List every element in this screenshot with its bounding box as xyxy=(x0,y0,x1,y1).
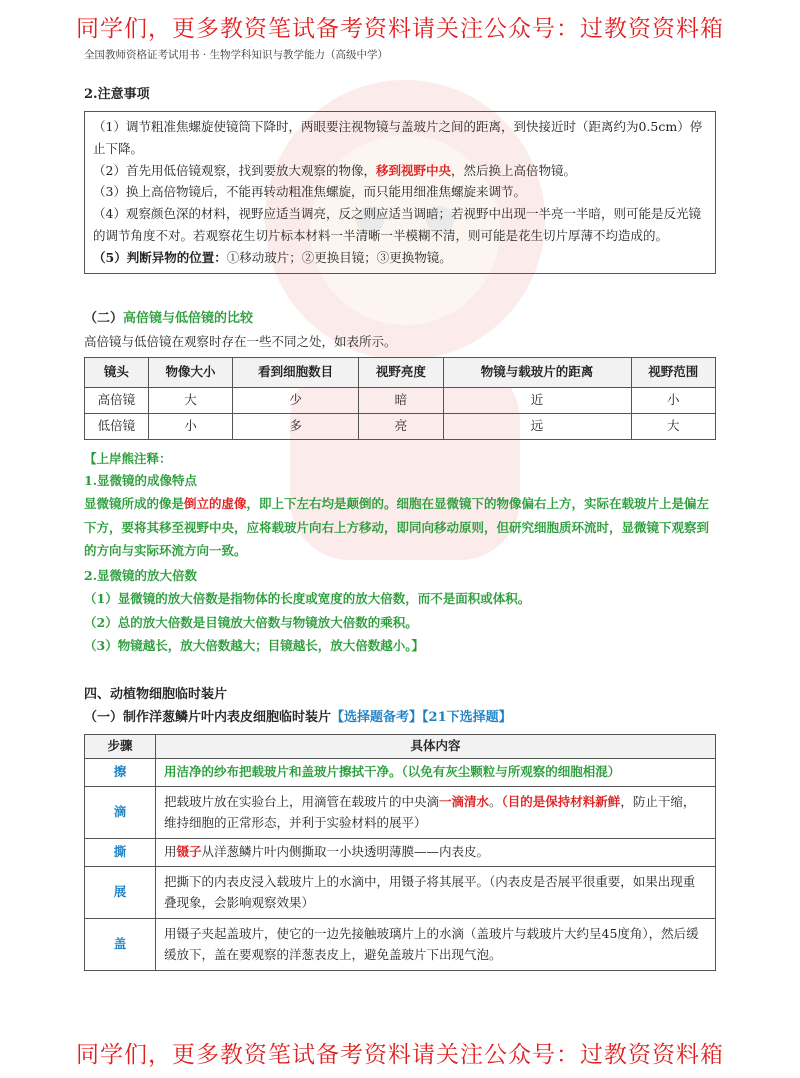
steps-header-row xyxy=(85,734,716,758)
step-content xyxy=(156,838,716,866)
top-promo-banner: 同学们，更多教资笔试备考资料请关注公众号：过教资资料箱 xyxy=(76,16,724,42)
table-row xyxy=(85,413,716,439)
compare-intro: 高倍镜与低倍镜在观察时存在一些不同之处，如表所示。 xyxy=(84,333,397,349)
compare-title-text: 高倍镜与低倍镜的比较 xyxy=(123,311,254,326)
table-cell: 近 xyxy=(443,387,631,413)
table-row xyxy=(85,838,716,866)
annotation-heading-1: 1.显微镜的成像特点 xyxy=(84,472,198,488)
compare-header: 视野范围 xyxy=(631,357,715,387)
step-text: 从洋葱鳞片叶内侧撕取一小块透明薄膜——内表皮。 xyxy=(201,844,490,860)
compare-table xyxy=(84,357,716,440)
step-highlight: 一滴清水 xyxy=(439,793,490,809)
step-highlight: 镊子 xyxy=(176,844,202,860)
compare-header: 看到细胞数目 xyxy=(233,357,359,387)
book-subheading: 全国教师资格证考试用书 · 生物学科知识与教学能力（高级中学） xyxy=(84,49,389,61)
annotation-label: 【上岸熊注释： xyxy=(84,451,172,466)
annotation-section xyxy=(84,448,716,658)
note-5-text: ①移动玻片；②更换目镜；③更换物镜。 xyxy=(226,250,452,265)
table-cell: 暗 xyxy=(359,387,443,413)
table-cell: 多 xyxy=(233,413,359,439)
step-content: 用镊子夹起盖玻片，使它的一边先接触玻璃片上的水滴（盖玻片与载玻片大约呈45度角），然后缓缓放下，盖在要观察的洋葱表皮上，避免盖玻片下出现气泡。 xyxy=(156,918,716,970)
annotation-line-2: （2）总的放大倍数是目镜放大倍数与物镜放大倍数的乘积。 xyxy=(84,614,418,630)
annotation-line-1: （1）显微镜的放大倍数是指物体的长度或宽度的放大倍数，而不是面积或体积。 xyxy=(84,590,531,606)
compare-header: 物镜与载玻片的距离 xyxy=(443,357,631,387)
compare-header: 视野亮度 xyxy=(359,357,443,387)
table-row xyxy=(85,758,716,786)
table-cell: 远 xyxy=(443,413,631,439)
step-text: 。 xyxy=(489,793,502,809)
steps-table xyxy=(84,734,716,971)
notes-box xyxy=(84,111,716,274)
annotation-p1-highlight: 倒立的虚像 xyxy=(184,495,247,511)
annotation-p1-rest: ，即上下左右均是颠倒的。细胞在显微镜下的物像偏右上方，实际在载玻片上是偏左下方，要将其移至视野中央，应将载玻片向右上方移动，即同向移动原则，但研究细胞质环流时，显微镜下观察到的方向与实际环流方向一致。 xyxy=(84,495,710,559)
compare-header: 物像大小 xyxy=(148,357,232,387)
step-content: 用洁净的纱布把载玻片和盖玻片擦拭干净。（以免有灰尘颗粒与所观察的细胞相混） xyxy=(156,758,716,786)
step-text: 把载玻片放在实验台上，用滴管在载玻片的中央滴 xyxy=(164,793,440,809)
table-cell: 大 xyxy=(631,413,715,439)
subtitle-text: （一）制作洋葱鳞片叶内表皮细胞临时装片 xyxy=(84,709,332,725)
step-text: ，防止干缩，维持细胞的正常形态，并利于实验材料的展平） xyxy=(164,793,696,830)
note-2 xyxy=(93,160,707,182)
step-key: 盖 xyxy=(85,918,156,970)
step-key: 擦 xyxy=(85,758,156,786)
note-5 xyxy=(93,247,707,269)
table-cell: 大 xyxy=(148,387,232,413)
table-cell: 少 xyxy=(233,387,359,413)
step-content xyxy=(156,786,716,838)
table-row xyxy=(85,866,716,918)
compare-header-row xyxy=(85,357,716,387)
note-1: （1）调节粗准焦螺旋使镜筒下降时，两眼要注视物镜与盖玻片之间的距离，到快接近时（距离约为0.5cm）停止下降。 xyxy=(93,118,703,156)
table-cell: 亮 xyxy=(359,413,443,439)
exam-tag-2: 【21下选择题】 xyxy=(422,709,512,725)
note-4: （4）观察颜色深的材料，视野应适当调亮，反之则应适当调暗；若视野中出现一半亮一半暗，则可能是反光镜的调节角度不对。若观察花生切片标本材料一半清晰一半模糊不清，则可能是花生切片厚薄不均造成的。 xyxy=(93,206,701,244)
note-2-text: （2）首先用低倍镜观察，找到要放大观察的物像， xyxy=(93,162,376,178)
notes-section xyxy=(84,84,716,274)
step-key: 展 xyxy=(85,866,156,918)
annotation-paragraph-1 xyxy=(84,492,716,563)
notes-title: 2.注意事项 xyxy=(84,87,150,102)
note-2-tail: ，然后换上高倍物镜。 xyxy=(450,162,576,178)
bottom-promo-banner: 同学们，更多教资笔试备考资料请关注公众号：过教资资料箱 xyxy=(76,1042,724,1068)
note-5-label: （5）判断异物的位置： xyxy=(93,250,227,265)
compare-header: 镜头 xyxy=(85,357,149,387)
table-cell: 高倍镜 xyxy=(85,387,149,413)
table-row xyxy=(85,918,716,970)
table-row xyxy=(85,387,716,413)
table-cell: 小 xyxy=(148,413,232,439)
annotation-heading-2: 2.显微镜的放大倍数 xyxy=(84,568,198,583)
section-four xyxy=(84,684,716,971)
compare-title xyxy=(84,308,716,331)
step-key: 滴 xyxy=(85,786,156,838)
step-key: 撕 xyxy=(85,838,156,866)
table-cell: 小 xyxy=(631,387,715,413)
step-highlight: （目的是保持材料新鲜 xyxy=(501,793,621,809)
steps-header: 步骤 xyxy=(85,734,156,758)
annotation-p1-start: 显微镜所成的像是 xyxy=(84,495,185,511)
table-row xyxy=(85,786,716,838)
compare-title-prefix: （二） xyxy=(84,311,124,326)
note-3: （3）换上高倍物镜后，不能再转动粗准焦螺旋，而只能用细准焦螺旋来调节。 xyxy=(93,184,526,200)
note-2-highlight: 移到视野中央 xyxy=(375,162,451,178)
table-cell: 低倍镜 xyxy=(85,413,149,439)
exam-tag-1: 【选择题备考】 xyxy=(331,709,423,725)
annotation-line-3: （3）物镜越长，放大倍数越大；目镜越长，放大倍数越小。】 xyxy=(84,638,424,654)
step-content: 把撕下的内表皮浸入载玻片上的水滴中，用镊子将其展平。（内表皮是否展平很重要，如果出现重叠现象，会影响观察效果） xyxy=(156,866,716,918)
compare-section xyxy=(84,308,716,440)
steps-header: 具体内容 xyxy=(156,734,716,758)
section-four-title: 四、动植物细胞临时装片 xyxy=(84,687,228,702)
step-text: 用 xyxy=(164,844,177,860)
section-four-subtitle xyxy=(84,707,716,730)
